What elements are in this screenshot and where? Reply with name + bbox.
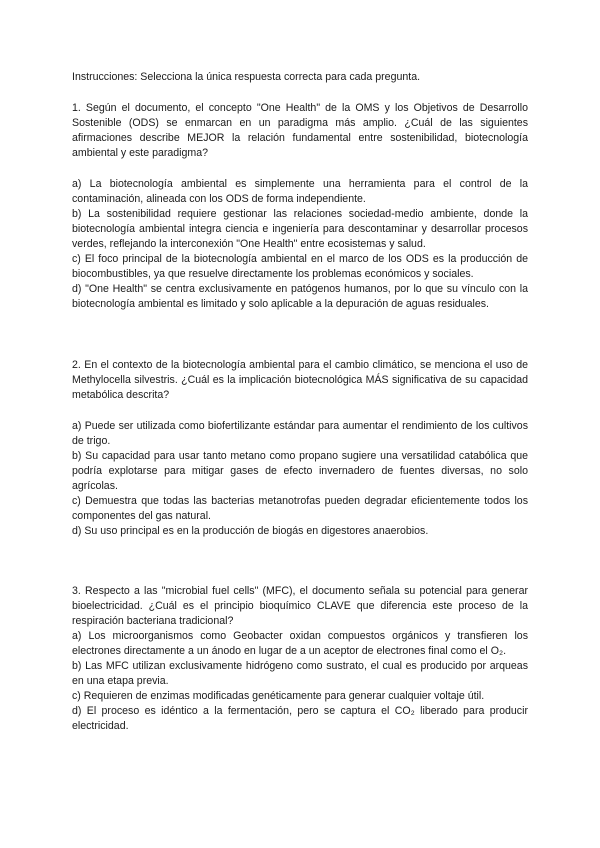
instructions: Instrucciones: Selecciona la única respuesta correcta para cada pregunta. [72, 71, 421, 83]
question-1-option-c: c) El foco principal de la biotecnología ambiental en el marco de los ODS es la producción de biocombustibles, ya que resuelve directamente los problemas económicos y sociales. [72, 253, 528, 280]
question-1-option-a: a) La biotecnología ambiental es simplemente una herramienta para el control de la contaminación, alineada con los ODS de forma independiente. [72, 178, 528, 205]
question-2-option-b: b) Su capacidad para usar tanto metano como propano sugiere una versatilidad catabólica que podría explotarse para mitigar gases de efecto invernadero de fuentes diversas, no solo agrícolas. [72, 450, 528, 492]
question-3-options [72, 629, 528, 734]
question-2 [72, 358, 528, 539]
question-1 [72, 101, 528, 312]
question-3-text: 3. Respecto a las "microbial fuel cells" (MFC), el documento señala su potencial para generar bioelectricidad. ¿Cuál es el principio bioquímico CLAVE que diferencia este proceso de la respiración bacteriana tradicional? [72, 585, 528, 627]
question-1-options [72, 177, 528, 312]
question-2-text: 2. En el contexto de la biotecnología ambiental para el cambio climático, se menciona el uso de Methylocella silvestris. ¿Cuál es la implicación biotecnológica MÁS significativa de su capacidad metabólica descrita? [72, 359, 528, 401]
question-3 [72, 584, 528, 734]
question-3-option-a: a) Los microorganismos como Geobacter oxidan compuestos orgánicos y transfieren los electrones directamente a un ánodo en lugar de a un aceptor de electrones final como el O₂. [72, 630, 528, 657]
question-2-option-d: d) Su uso principal es en la producción de biogás en digestores anaerobios. [72, 525, 429, 537]
document-body [72, 70, 528, 734]
question-2-options [72, 419, 528, 539]
question-2-option-c: c) Demuestra que todas las bacterias metanotrofas pueden degradar eficientemente todos los componentes del gas natural. [72, 495, 528, 522]
question-1-option-b: b) La sostenibilidad requiere gestionar las relaciones sociedad-medio ambiente, donde la biotecnología ambiental integra ciencia e ingeniería para descontaminar y desarrollar procesos verdes, reflejando la interconexión "One Health" entre ecosistemas y salud. [72, 208, 528, 250]
question-3-option-b: b) Las MFC utilizan exclusivamente hidrógeno como sustrato, el cual es producido por arqueas en una etapa previa. [72, 660, 528, 687]
question-1-option-d: d) "One Health" se centra exclusivamente en patógenos humanos, por lo que su vínculo con la biotecnología ambiental es limitado y solo aplicable a la depuración de aguas residuales. [72, 283, 528, 310]
question-3-option-c: c) Requieren de enzimas modificadas genéticamente para generar cualquier voltaje útil. [72, 690, 485, 702]
question-1-text: 1. Según el documento, el concepto "One Health" de la OMS y los Objetivos de Desarrollo Sostenible (ODS) se enmarcan en un paradigma más amplio. ¿Cuál de las siguientes afirmaciones describe MEJOR la relación fundamental entre sostenibilidad, biotecnología ambiental y este paradigma? [72, 102, 528, 159]
question-2-option-a: a) Puede ser utilizada como biofertilizante estándar para aumentar el rendimiento de los cultivos de trigo. [72, 420, 528, 447]
question-3-option-d: d) El proceso es idéntico a la fermentación, pero se captura el CO₂ liberado para producir electricidad. [72, 705, 528, 732]
